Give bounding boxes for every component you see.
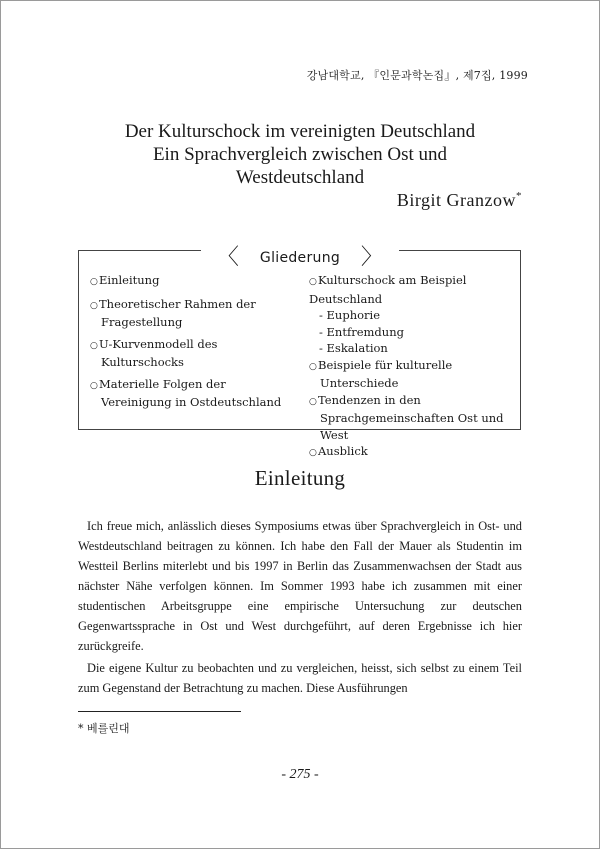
outline-heading xyxy=(0,238,600,269)
page-number: - 275 - xyxy=(281,767,319,782)
outline-item: ○Beispiele für kulturelle Unterschiede xyxy=(309,357,453,390)
outline-left-column xyxy=(90,272,300,416)
outline-subitem: - Euphorie xyxy=(319,308,381,322)
journal-citation: 강남대학교, 『인문과학논집』, 제7집, 1999 xyxy=(306,69,528,82)
paper-title xyxy=(80,120,520,189)
author-name: Birgit Granzow xyxy=(396,190,516,210)
circle-bullet-icon: ○ xyxy=(309,277,317,287)
paragraph: Die eigene Kultur zu beobachten und zu vergleichen, heisst, sich selbst zu einem Teil zum Gegenstand der Betrachtung zu machen. Diese Ausführungen xyxy=(78,661,522,695)
title-line-3: Westdeutschland xyxy=(235,167,365,188)
circle-bullet-icon: ○ xyxy=(309,396,317,407)
author-footnote-mark: * xyxy=(516,190,522,202)
outline-item: ○U-Kurvenmodell des Kulturschocks xyxy=(90,336,218,369)
circle-bullet-icon: ○ xyxy=(309,361,317,372)
outline-subitem: - Eskalation xyxy=(319,341,388,355)
outline-item: ○Materielle Folgen der Vereinigung in Ostdeutschland xyxy=(90,376,282,409)
outline-subitem: - Entfremdung xyxy=(319,324,404,339)
outline-item: ○Tendenzen in den Sprachgemeinschaften Ost und West xyxy=(309,392,504,442)
outline-right-column xyxy=(309,272,519,462)
footnote-divider xyxy=(78,711,241,712)
author xyxy=(397,190,522,211)
outline-heading-text: Gliederung xyxy=(252,250,348,266)
body-text xyxy=(78,516,522,700)
circle-bullet-icon: ○ xyxy=(90,340,98,351)
circle-bullet-icon: ○ xyxy=(90,277,98,287)
outline-item: ○Einleitung xyxy=(90,272,300,291)
right-angle-bracket-icon: 〉 xyxy=(353,244,391,269)
left-angle-bracket-icon: 〈 xyxy=(209,244,247,269)
paragraph: Ich freue mich, anlässlich dieses Symposiums etwas über Sprachvergleich in Ost- und Westdeutschland beitragen zu können. Ich habe den Fall der Mauer als Studentin im Westteil Berlins miterlebt und bis 1997 in Berlin das Zusammenwachsen der Stadt aus nächster Nähe verfolgen können. Im Sommer 1993 habe ich zusammen mit einer studentischen Arbeitsgruppe eine empirische Untersuchung zur deutschen Gegenwartssprache in Ost und West durchgeführt, auf deren Ergebnisse ich hier zurückgreife. xyxy=(78,519,522,653)
title-line-1: Der Kulturschock im vereinigten Deutschland xyxy=(124,121,476,142)
section-heading: Einleitung xyxy=(254,466,346,490)
circle-bullet-icon: ○ xyxy=(90,300,98,311)
title-line-2: Ein Sprachvergleich zwischen Ost und xyxy=(152,144,448,165)
circle-bullet-icon: ○ xyxy=(309,448,317,458)
outline-item: ○Theoretischer Rahmen der Fragestellung xyxy=(90,296,256,329)
circle-bullet-icon: ○ xyxy=(90,380,98,391)
footnote: * 베를린대 xyxy=(78,722,130,735)
outline-item: ○Kulturschock am Beispiel Deutschland xyxy=(309,273,467,306)
outline-item: ○Ausblick xyxy=(309,443,519,462)
